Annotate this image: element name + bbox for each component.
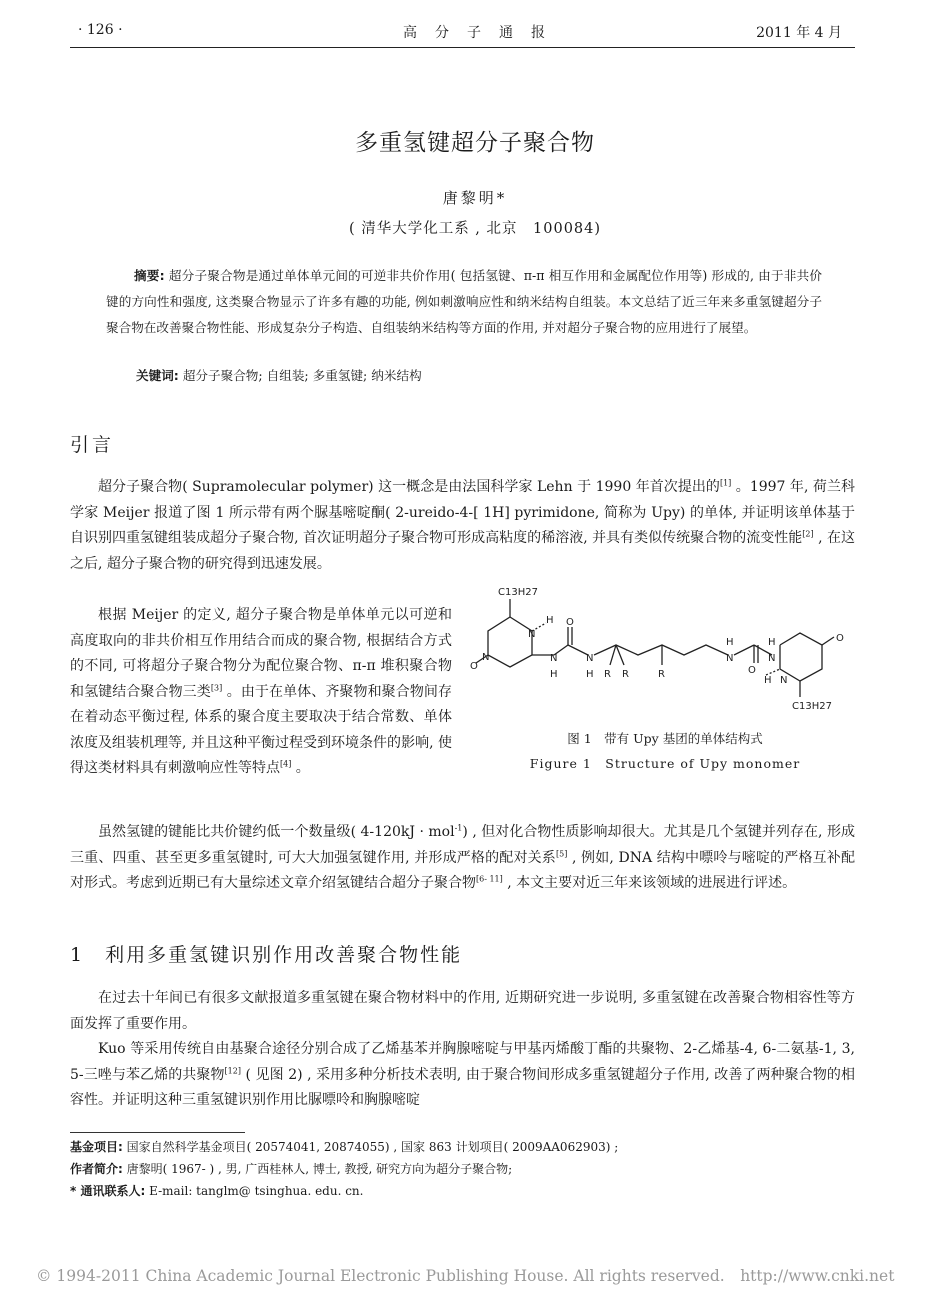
svg-text:H: H <box>764 675 772 686</box>
header-rule <box>70 47 855 48</box>
figure-1-caption-en: Figure 1 Structure of Upy monomer <box>529 756 801 771</box>
abstract-text: 超分子聚合物是通过单体单元间的可逆非共价作用( 包括氢键、π-π 相互作用和金属配位作用等) 形成的, 由于非共价键的方向性和强度, 这类聚合物显示了许多有趣的功能, 例如刺激响应性和纳米结构自组装。本文总结了近三年来多重氢键超分子聚合物在改善聚合物性能、形成复杂分子构造、自组装纳米结构等方面的作用, 并对超分子聚合物的应用进行了展望。 <box>106 268 822 335</box>
svg-text:O: O <box>748 665 756 676</box>
c13-label-bottom: C13H27 <box>792 701 832 712</box>
svg-text:R: R <box>604 669 611 680</box>
intro-heading: 引言 <box>70 434 115 456</box>
svg-text:H: H <box>586 669 594 680</box>
intro-paragraph-2: 根据 Meijer 的定义, 超分子聚合物是单体单元以可逆和高度取向的非共价相互作用结合而成的聚合物, 根据结合方式的不同, 可将超分子聚合物分为配位聚合物、π-π 堆积聚合物和氢键结合聚合物三类[3] 。由于在单体、齐聚物和聚合物间存在着动态平衡过程, 体系的聚合度主要取决于结合常数、单体浓度及组装机理等, 并且这种平衡过程受到环境条件的影响, 使得这类材料具有刺激响应性等特点[4] 。 <box>70 607 453 776</box>
copyright-notice: © 1994-2011 China Academic Journal Electronic Publishing House. All rights reserved. http://www.cnki.net <box>36 1267 895 1285</box>
svg-text:O: O <box>470 661 478 672</box>
svg-text:N: N <box>482 652 490 663</box>
article-title: 多重氢键超分子聚合物 <box>355 130 595 156</box>
page-number: · 126 · <box>78 22 123 38</box>
svg-text:N: N <box>528 629 536 640</box>
figure-1-caption-cn: 图 1 带有 Upy 基团的单体结构式 <box>567 731 763 746</box>
svg-text:N: N <box>586 653 594 664</box>
author: 唐黎明* <box>442 189 508 207</box>
svg-text:O: O <box>566 617 574 628</box>
figure-1-structure <box>470 585 860 715</box>
svg-text:H: H <box>546 615 554 626</box>
svg-text:O: O <box>836 633 844 644</box>
svg-text:R: R <box>658 669 665 680</box>
abstract <box>106 263 822 341</box>
section-1-paragraph-2: Kuo 等采用传统自由基聚合途径分别合成了乙烯基苯并胸腺嘧啶与甲基丙烯酸丁酯的共聚物、2-乙烯基-4, 6-二氨基-1, 3, 5-三唑与苯乙烯的共聚物[12] ( 见图 2) , 采用多种分析技术表明, 由于聚合物间形成多重氢键超分子作用, 改善了两种聚合物的相容性。并证明这种三重氢键识别作用比脲嘌呤和胸腺嘧啶 <box>70 1041 855 1108</box>
journal-name: 高 分 子 通 报 <box>403 25 547 41</box>
svg-text:H: H <box>768 637 776 648</box>
svg-text:N: N <box>550 653 558 664</box>
svg-text:N: N <box>768 653 776 664</box>
intro-paragraph-3: 虽然氢键的键能比共价键约低一个数量级( 4-120kJ · mol$^{-1}$) , 但对化合物性质影响却很大。尤其是几个氢键并列存在, 形成三重、四重、甚至更多重氢键时, 可大大加强氢键作用, 并形成严格的配对关系[5] , 例如, DNA 结构中嘌呤与嘧啶的严格互补配对形式。考虑到近期已有大量综述文章介绍氢键结合超分子聚合物[6- 11] , 本文主要对近三年来该领域的进展进行评述。 <box>70 823 855 891</box>
footnote-rule <box>70 1132 245 1133</box>
abstract-label: 摘要: <box>134 268 165 283</box>
svg-text:H: H <box>726 637 734 648</box>
issue-date: 2011 年 4 月 <box>756 25 842 41</box>
svg-text:N: N <box>780 675 788 686</box>
keywords-label: 关键词: <box>136 368 179 383</box>
affiliation: ( 清华大学化工系 , 北京 100084) <box>348 221 602 237</box>
footnote-funding: 基金项目: 国家自然科学基金项目( 20574041, 20874055) , 国家 863 计划项目( 2009AA062903) ; <box>70 1140 619 1154</box>
footnote-author-bio: 作者简介: 唐黎明( 1967- ) , 男, 广西桂林人, 博士, 教授, 研究方向为超分子聚合物; <box>70 1162 513 1176</box>
keywords-text: 超分子聚合物; 自组装; 多重氢键; 纳米结构 <box>178 368 422 383</box>
section-1-paragraph-1: 在过去十年间已有很多文献报道多重氢键在聚合物材料中的作用, 近期研究进一步说明, 多重氢键在改善聚合物相容性等方面发挥了重要作用。 <box>70 990 855 1032</box>
section-1-heading: 1 利用多重氢键识别作用改善聚合物性能 <box>70 944 463 966</box>
keywords <box>136 365 422 384</box>
svg-text:R: R <box>622 669 629 680</box>
footnote-contact: * 通讯联系人: E-mail: tanglm@ tsinghua. edu. cn. <box>70 1184 364 1198</box>
svg-text:H: H <box>550 669 558 680</box>
intro-paragraph-1: 超分子聚合物( Supramolecular polymer) 这一概念是由法国科学家 Lehn 于 1990 年首次提出的[1] 。1997 年, 荷兰科学家 Meijer 报道了图 1 所示带有两个脲基嘧啶酮( 2-ureido-4-[ 1H] pyrimidone, 简称为 Upy) 的单体, 并证明该单体基于自识别四重氢键组装成超分子聚合物, 首次证明超分子聚合物可形成高粘度的稀溶液, 并具有类似传统聚合物的流变性能[2] , 在这之后, 超分子聚合物的研究得到迅速发展。 <box>70 478 855 572</box>
c13-label-top: C13H27 <box>498 587 538 598</box>
svg-text:N: N <box>726 653 734 664</box>
